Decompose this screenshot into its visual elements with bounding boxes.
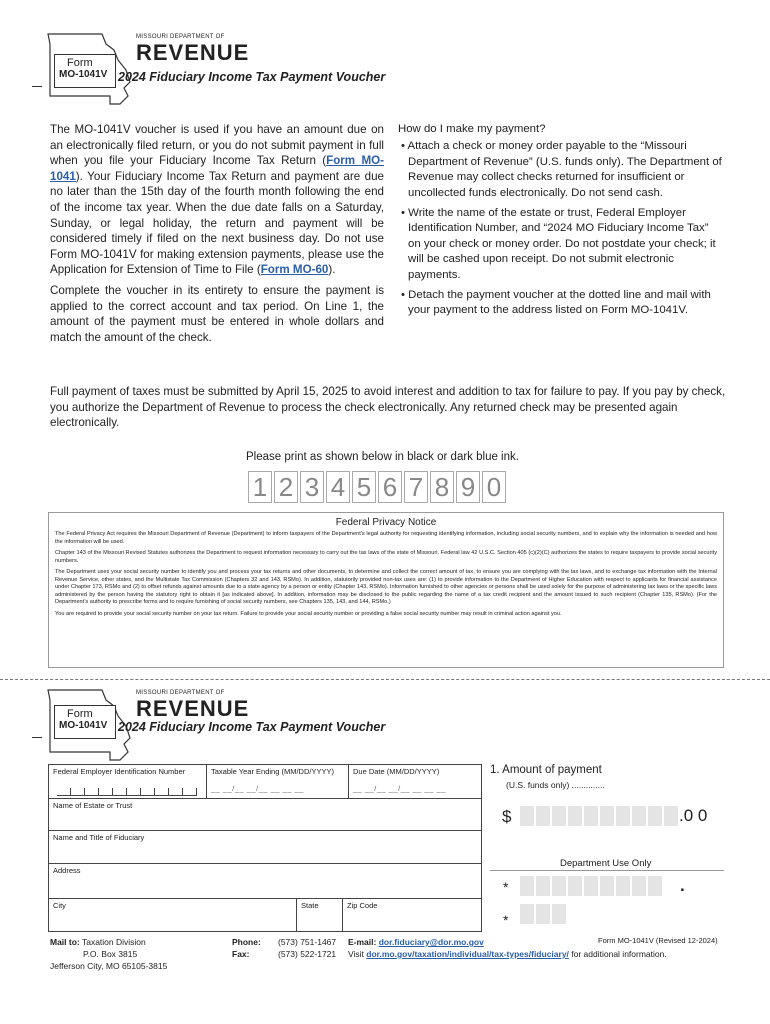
intro-paragraph-2: Complete the voucher in its entirety to ensure the payment is applied to the correct account and tax period. On Line 1, the amount of the payment must be entered in whole dollars and match the amount of the check. xyxy=(50,283,384,344)
dept-use-label: Department Use Only xyxy=(560,858,652,869)
visit-row xyxy=(348,948,728,960)
due-date-field[interactable] xyxy=(349,765,481,799)
privacy-paragraph: Chapter 143 of the Missouri Revised Statutes authorizes the Department to request information necessary to carry out the tax laws of the state of Missouri. Federal law 42 U.S.C. Section 405 (c)(2)(C) authorizes the states to require taxpayers to provide social security numbers. xyxy=(55,550,717,564)
list-item: • Write the name of the estate or trust, Federal Employer Identification Number, and “2024 MO Fiduciary Income Tax” on your check or money order. Do not postdate your check; it will be cashed upon receipt. Do not submit electronic payments. xyxy=(401,207,716,281)
digit-box: 6 xyxy=(378,471,402,503)
privacy-title: Federal Privacy Notice xyxy=(335,517,437,528)
logo-top-text: MISSOURI DEPARTMENT OF xyxy=(136,34,225,40)
phone-number: (573) 751-1467 xyxy=(278,937,337,947)
address-field[interactable] xyxy=(49,864,481,899)
revenue-logo: REVENUE xyxy=(136,40,250,65)
email-label: E-mail: xyxy=(348,937,377,947)
dept-use-line xyxy=(490,870,724,871)
dept-use-boxes-1 xyxy=(520,876,662,896)
fax-row xyxy=(232,948,336,960)
detach-line xyxy=(0,679,770,680)
estate-name-label: Name of Estate or Trust xyxy=(53,801,133,810)
phone-row xyxy=(232,936,336,948)
fax-label: Fax: xyxy=(232,949,250,959)
mail-line: P.O. Box 3815 xyxy=(83,949,138,959)
list-item: • Detach the payment voucher at the dotted line and mail with your payment to the address listed on Form MO-1041V. xyxy=(401,289,711,317)
fiduciary-name-field[interactable] xyxy=(49,831,481,864)
line1-label xyxy=(490,764,602,776)
logo-top-text: MISSOURI DEPARTMENT OF xyxy=(136,690,225,696)
website-link[interactable]: dor.mo.gov/taxation/individual/tax-types/fiduciary/ xyxy=(366,949,569,959)
digit-box: 0 xyxy=(482,471,506,503)
cents-text: .0 0 xyxy=(679,806,708,825)
mail-line: Taxation Division xyxy=(81,937,146,947)
digit-box: 9 xyxy=(456,471,480,503)
privacy-notice xyxy=(48,512,724,668)
amount-input[interactable] xyxy=(520,806,678,826)
dept-use-boxes-2 xyxy=(520,904,566,924)
digit-box: 3 xyxy=(300,471,324,503)
mail-to xyxy=(50,936,240,972)
state-label: State xyxy=(301,901,319,910)
email-link[interactable]: dor.fiduciary@dor.mo.gov xyxy=(378,937,484,947)
line1-subtext: (U.S. funds only) .............. xyxy=(506,780,605,790)
privacy-paragraph: The Federal Privacy Act requires the Missouri Department of Revenue (Department) to inform taxpayers of the Department’s legal authority for requesting identifying information, including social security numbers, and to explain why the information is needed and how the information will be used. xyxy=(55,531,717,545)
visit-tail: for additional information. xyxy=(568,949,667,959)
fein-ticks xyxy=(57,788,197,796)
digit-box: 1 xyxy=(248,471,272,503)
form-number: MO-1041V xyxy=(59,720,108,731)
star-icon: * xyxy=(503,912,509,928)
voucher-title: 2024 Fiduciary Income Tax Payment Voucher xyxy=(118,720,386,734)
fein-label: Federal Employer Identification Number xyxy=(53,767,186,776)
digit-box: 4 xyxy=(326,471,350,503)
due-date-label: Due Date (MM/DD/YYYY) xyxy=(353,767,440,776)
estate-name-field[interactable] xyxy=(49,799,481,831)
form-mo-1041-link[interactable]: Form MO-1041 xyxy=(50,154,384,183)
page-title: 2024 Fiduciary Income Tax Payment Voucher xyxy=(118,70,386,84)
state-field[interactable] xyxy=(297,899,343,931)
zip-label: Zip Code xyxy=(347,901,378,910)
left-dash xyxy=(32,86,42,87)
intro-p1-c: ). xyxy=(328,263,336,277)
city-label: City xyxy=(53,901,66,910)
form-label-box xyxy=(54,54,116,88)
revenue-logo: REVENUE xyxy=(136,696,250,721)
tax-year-field[interactable] xyxy=(207,765,349,799)
fax-number: (573) 522-1721 xyxy=(278,949,337,959)
privacy-paragraph: The Department uses your social security number to identify you and process your tax returns and other documents, to determine and collect the correct amount of tax, to ensure you are complying with the tax laws, and to exchange tax information with the Internal Revenue Service, other states, and the Multistate Tax Commission (Chapters 32 and 143, RSMo). In addition, statutorily provided non-tax uses are: (1) to provide information to the Department of Higher Education with respect to applicants for financial assistance under Chapter 173, RSMo and (2) to offset refunds against amounts due to a state agency by a person or entity (Chapter 143, RSMo). Information furnished to other agencies or persons shall be used solely for the purpose of administering tax laws or the specific laws administered by the person having the statutory right to obtain it [as indicated above]. In addition, information may be disclosed to the public regarding the name of a tax credit recipient and the amount issued to such recipient (Chapter 135, RSMo). (For the Department’s authority to prescribe forms and to require furnishing of social security numbers, see Chapters 135, 143, and 144, RSMo.) xyxy=(55,569,717,605)
dept-use-dot: . xyxy=(680,876,685,895)
phone-fax xyxy=(232,936,336,960)
how-to-pay-list xyxy=(398,139,724,318)
phone-label: Phone: xyxy=(232,937,261,947)
line1-number: 1. xyxy=(490,764,500,776)
full-payment-note: Full payment of taxes must be submitted by April 15, 2025 to avoid interest and addition to tax for failure to pay. If you pay by check, you authorize the Department of Revenue to process the check electronically. Any returned check may be presented again electronically. xyxy=(50,385,726,430)
dollar-sign: $ xyxy=(502,807,512,826)
intro-p1-a: The MO-1041V voucher is used if you have an amount due on an electronically filed return, or you do not submit payment in full when you file your Fiduciary Income Tax Return ( xyxy=(50,123,384,168)
zip-field[interactable] xyxy=(343,899,481,931)
fiduciary-name-label: Name and Title of Fiduciary xyxy=(53,833,145,842)
revision-note: Form MO-1041V (Revised 12-2024) xyxy=(598,936,718,945)
form-number: MO-1041V xyxy=(59,69,108,80)
how-to-pay-heading: How do I make my payment? xyxy=(398,123,546,135)
digit-box: 7 xyxy=(404,471,428,503)
print-note: Please print as shown below in black or dark blue ink. xyxy=(246,451,519,463)
visit-text: Visit xyxy=(348,949,364,959)
intro-paragraph-1 xyxy=(50,122,384,278)
list-item: • Attach a check or money order payable to the “Missouri Department of Revenue” (U.S. funds only). The Department of Revenue may collect checks returned for insufficient or uncollected funds electronically. Do not send cash. xyxy=(401,140,722,199)
tax-year-placeholder: __ __/__ __/__ __ __ __ xyxy=(211,784,304,793)
voucher-fields xyxy=(48,764,482,932)
fein-field[interactable] xyxy=(49,765,207,799)
address-label: Address xyxy=(53,866,81,875)
intro-text xyxy=(50,122,384,345)
due-date-placeholder: __ __/__ __/__ __ __ __ xyxy=(353,784,446,793)
form-word: Form xyxy=(67,708,93,720)
digit-box: 5 xyxy=(352,471,376,503)
digit-box: 8 xyxy=(430,471,454,503)
digit-sample xyxy=(248,471,506,503)
tax-year-label: Taxable Year Ending (MM/DD/YYYY) xyxy=(211,767,334,776)
intro-p1-b: ). Your Fiduciary Income Tax Return and payment are due no later than the 15th day of the fourth month following the end of the income tax year. When the due date falls on a Saturday, Sunday, or legal holiday, the return and payment will be considered timely if filed on the next business day. Do not use Form MO-1041V for making extension payments, please use the Application for Extension of Time to File ( xyxy=(50,169,384,277)
mail-line: Jefferson City, MO 65105-3815 xyxy=(50,961,168,971)
form-word: Form xyxy=(67,57,93,69)
form-mo-60-link[interactable]: Form MO-60 xyxy=(260,263,329,277)
how-to-pay xyxy=(398,122,724,324)
privacy-paragraph: You are required to provide your social security number on your tax return. Failure to provide your social security number or providing a false social security number may result in criminal action against you. xyxy=(55,610,562,617)
left-dash xyxy=(32,737,42,738)
mail-label: Mail to: xyxy=(50,937,80,947)
star-icon: * xyxy=(503,879,509,895)
line1-text: Amount of payment xyxy=(502,764,602,776)
voucher-form-label-box xyxy=(54,705,116,739)
city-field[interactable] xyxy=(49,899,297,931)
digit-box: 2 xyxy=(274,471,298,503)
